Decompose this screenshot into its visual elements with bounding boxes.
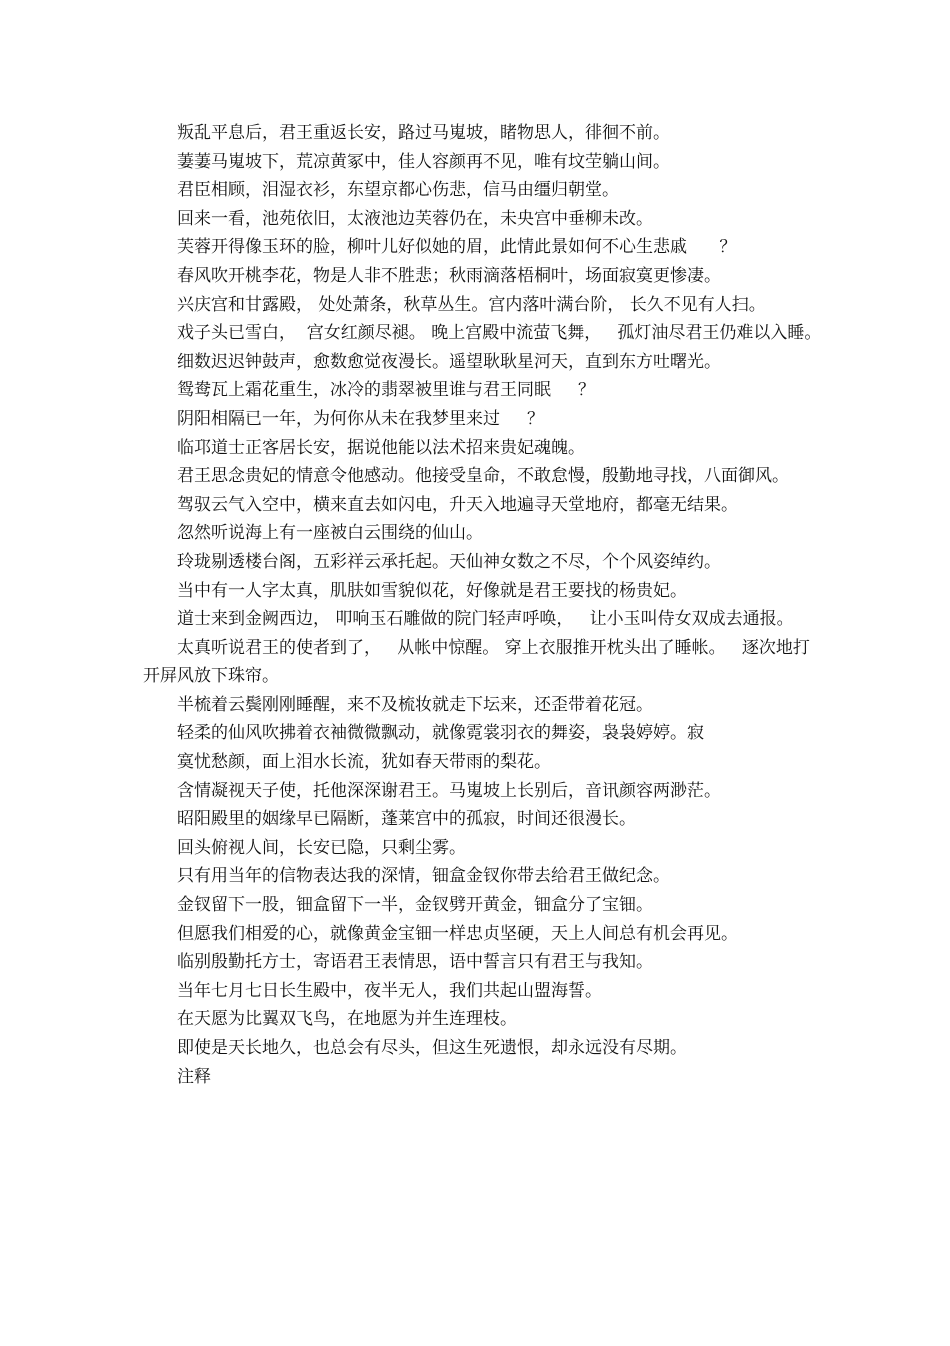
paragraph: 玲珑剔透楼台阁，五彩祥云承托起。天仙神女数之不尽，个个风姿绰约。 [177, 551, 721, 572]
paragraph: 君臣相顾，泪湿衣衫，东望京都心伤悲，信马由缰归朝堂。 [177, 180, 619, 201]
paragraph: 君王思念贵妃的情意令他感动。他接受皇命，不敢怠慢，殷勤地寻找，八面御风。 [177, 466, 789, 487]
paragraph: 临别殷勤托方士，寄语君王表情思，语中誓言只有君王与我知。 [177, 952, 653, 973]
paragraph: 太真听说君王的使者到了， 从帐中惊醒。 穿上衣服推开枕头出了睡帐。 逐次地打开屏风放下珠帘。 [143, 637, 810, 687]
paragraph: 回头俯视人间，长安已隐，只剩尘雾。 [177, 837, 466, 858]
paragraph: 临邛道士正客居长安，据说他能以法术招来贵妃魂魄。 [177, 437, 585, 458]
paragraph: 但愿我们相爱的心，就像黄金宝钿一样忠贞坚硬，天上人间总有机会再见。 [177, 923, 738, 944]
paragraph: 寞忧愁颜，面上泪水长流，犹如春天带雨的梨花。 [177, 752, 551, 773]
paragraph: 只有用当年的信物表达我的深情，钿盒金钗你带去给君王做纪念。 [177, 866, 670, 887]
paragraph: 金钗留下一股，钿盒留下一半，金钗劈开黄金，钿盒分了宝钿。 [177, 895, 653, 916]
paragraph: 忽然听说海上有一座被白云围绕的仙山。 [177, 523, 483, 544]
paragraph: 阴阳相隔已一年，为何你从未在我梦里来过 ？ [177, 408, 545, 429]
paragraph: 鸳鸯瓦上霜花重生，冰冷的翡翠被里谁与君王同眠 ？ [177, 380, 596, 401]
section-heading-notes: 注释 [177, 1066, 211, 1087]
body-text [143, 119, 823, 1091]
paragraph: 戏子头已雪白， 宫女红颜尽褪。 晚上宫殿中流萤飞舞， 孤灯油尽君王仍难以入睡。 [177, 323, 822, 344]
paragraph: 兴庆宫和甘露殿， 处处萧条，秋草丛生。宫内落叶满台阶， 长久不见有人扫。 [177, 294, 766, 315]
paragraph: 含情凝视天子使，托他深深谢君王。马嵬坡上长别后，音讯颜容两渺茫。 [177, 780, 721, 801]
paragraph: 道士来到金阙西边， 叩响玉石雕做的院门轻声呼唤， 让小玉叫侍女双成去通报。 [177, 609, 794, 630]
paragraph: 轻柔的仙风吹拂着衣袖微微飘动，就像霓裳羽衣的舞姿，袅袅婷婷。寂 [177, 723, 704, 744]
paragraph: 萋萋马嵬坡下，荒凉黄冢中，佳人容颜再不见，唯有坟茔躺山间。 [177, 151, 670, 172]
paragraph: 回来一看，池苑依旧，太液池边芙蓉仍在，未央宫中垂柳未改。 [177, 208, 653, 229]
paragraph: 叛乱平息后，君王重返长安，路过马嵬坡，睹物思人，徘徊不前。 [177, 123, 670, 143]
paragraph: 当年七月七日长生殿中，夜半无人，我们共起山盟海誓。 [177, 980, 602, 1001]
paragraph: 昭阳殿里的姻缘早已隔断，蓬莱宫中的孤寂，时间还很漫长。 [177, 809, 636, 830]
paragraph: 半梳着云鬓刚刚睡醒，来不及梳妆就走下坛来，还歪带着花冠。 [177, 694, 653, 715]
paragraph: 驾驭云气入空中，横来直去如闪电，升天入地遍寻天堂地府，都毫无结果。 [177, 494, 738, 515]
paragraph: 细数迟迟钟鼓声，愈数愈觉夜漫长。遥望耿耿星河天，直到东方吐曙光。 [177, 351, 721, 372]
paragraph: 在天愿为比翼双飞鸟，在地愿为并生连理枝。 [177, 1009, 517, 1030]
paragraph: 即使是天长地久，也总会有尽头，但这生死遗恨，却永远没有尽期。 [177, 1038, 687, 1058]
paragraph: 当中有一人字太真，肌肤如雪貌似花，好像就是君王要找的杨贵妃。 [177, 580, 687, 601]
paragraph: 春风吹开桃李花，物是人非不胜悲；秋雨滴落梧桐叶，场面寂寞更惨凄。 [177, 265, 721, 286]
paragraph: 芙蓉开得像玉环的脸，柳叶儿好似她的眉，此情此景如何不心生悲戚 ？ [177, 237, 737, 258]
